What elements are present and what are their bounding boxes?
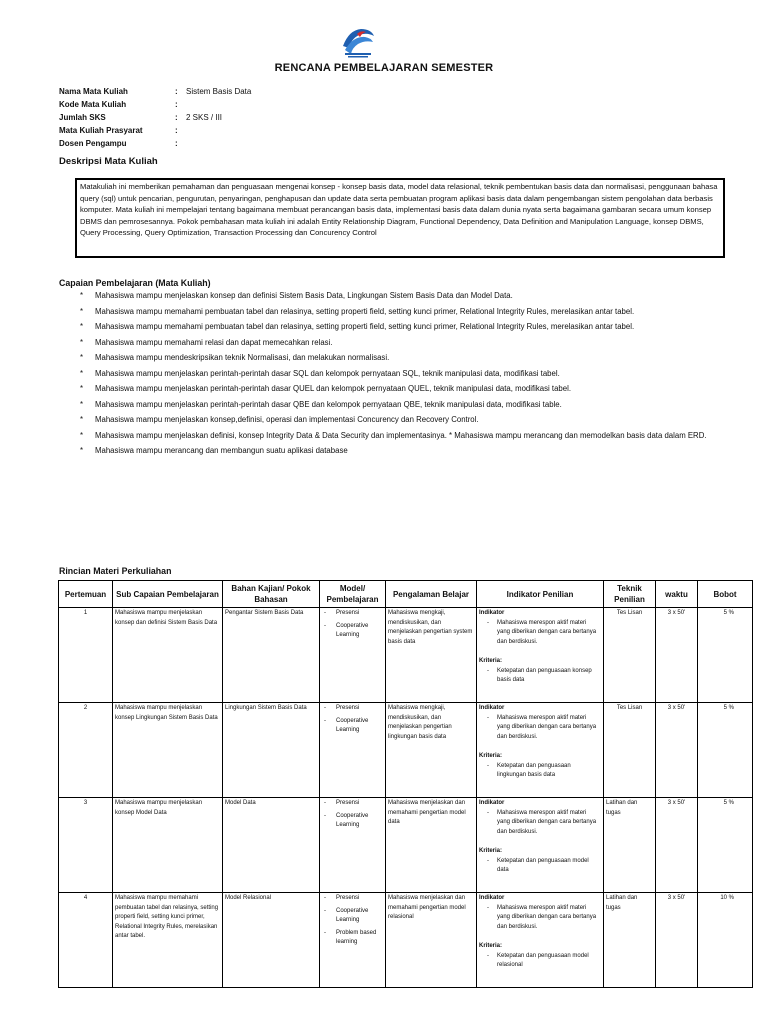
cell-teknik: Tes Lisan: [604, 608, 656, 703]
cell-waktu: 3 x 50': [656, 893, 698, 988]
cell-teknik: Tes Lisan: [604, 703, 656, 798]
indikator-text: Mahasiswa merespon aktif materi yang diberikan dengan cara bertanya dan berdiskusi.: [497, 619, 597, 645]
list-item: [485, 619, 601, 648]
dash-icon: -: [324, 800, 326, 806]
list-item: [322, 717, 383, 736]
capaian-text: Mahasiswa mampu menjelaskan perintah-perintah dasar SQL dan kelompok pernyataan SQL, teknik manipulasi data, modifikasi tabel.: [95, 368, 560, 378]
cell-pertemuan: 2: [59, 703, 113, 798]
model-text: Cooperative Learning: [336, 717, 369, 733]
kriteria-label: Kriteria:: [479, 943, 503, 949]
cell-indikator: [477, 893, 604, 988]
dash-icon: -: [324, 907, 326, 914]
kriteria-list: [479, 762, 601, 781]
list-item: [485, 857, 601, 876]
cell-waktu: 3 x 50': [656, 608, 698, 703]
cell-indikator: [477, 608, 604, 703]
kriteria-list: [479, 952, 601, 971]
list-item: [485, 904, 601, 933]
dash-icon: -: [487, 857, 489, 864]
model-text: Presensi: [336, 800, 360, 806]
cell-teknik: Latihan dan tugas: [604, 798, 656, 893]
header-sub-capaian: Sub Capaian Pembelajaran: [113, 581, 223, 608]
info-colon: :: [175, 87, 178, 96]
indikator-label: Indikator: [479, 610, 505, 616]
capaian-text: Mahasiswa mampu memahami pembuatan tabel dan relasinya, setting properti field, setting kunci primer, Relational Integrity Rules, merelasikan antar tabel.: [95, 322, 635, 331]
list-item: [485, 809, 601, 838]
capaian-text: Mahasiswa mampu menjelaskan konsep,definisi, operasi dan implementasi Concurency dan Recovery Control.: [95, 415, 479, 424]
table-row: [59, 893, 753, 988]
capaian-text: Mahasiswa mampu merancang dan membangun suatu aplikasi database: [95, 446, 348, 455]
indikator-label: Indikator: [479, 705, 505, 711]
model-text: Cooperative Learning: [336, 622, 369, 638]
header-model: Model/ Pembelajaran: [320, 581, 386, 608]
list-item: [80, 368, 730, 380]
info-colon: :: [175, 139, 178, 148]
dash-icon: -: [324, 717, 326, 724]
info-label: Kode Mata Kuliah: [59, 100, 127, 109]
cell-model: [320, 798, 386, 893]
rincian-table: [58, 580, 753, 988]
capaian-text: Mahasiswa mampu menjelaskan definisi, konsep Integrity Data & Data Security dan implementasinya. * Mahasiswa mampu merancang dan memodelkan basis data dalam ERD.: [95, 430, 707, 440]
cell-bahan: Lingkungan Sistem Basis Data: [223, 703, 320, 798]
cell-pertemuan: 3: [59, 798, 113, 893]
list-item: [80, 414, 730, 426]
university-logo: [339, 26, 377, 60]
list-item: [322, 622, 383, 641]
indikator-text: Mahasiswa merespon aktif materi yang diberikan dengan cara bertanya dan berdiskusi.: [497, 714, 597, 740]
info-value: Sistem Basis Data: [186, 87, 252, 96]
bullet-icon: *: [80, 337, 84, 347]
dash-icon: -: [487, 952, 489, 959]
dash-icon: -: [487, 809, 489, 816]
bullet-icon: *: [80, 384, 84, 393]
table-row: [59, 798, 753, 893]
cell-indikator: [477, 703, 604, 798]
model-text: Presensi: [336, 610, 360, 616]
cell-pertemuan: 1: [59, 608, 113, 703]
model-list: [322, 704, 383, 736]
bullet-icon: *: [80, 415, 84, 424]
list-item: [322, 907, 383, 926]
dash-icon: -: [487, 904, 489, 911]
list-item: [322, 929, 383, 948]
indikator-label: Indikator: [479, 895, 505, 901]
model-text: Problem based learning: [336, 929, 377, 945]
header-teknik: Teknik Penilian: [604, 581, 656, 608]
kriteria-list: [479, 667, 601, 686]
list-item: [322, 704, 383, 714]
list-item: [80, 321, 730, 333]
kriteria-label: Kriteria:: [479, 658, 503, 664]
table-header-row: [59, 581, 753, 608]
bullet-icon: *: [80, 446, 84, 455]
list-item: [322, 894, 383, 904]
info-row-dosen: [59, 137, 251, 150]
list-item: [80, 383, 730, 395]
capaian-heading: Capaian Pembelajaran (Mata Kuliah): [59, 278, 211, 288]
capaian-text: Mahasiswa mampu memahami relasi dan dapat memecahkan relasi.: [95, 337, 333, 347]
indikator-list: [479, 904, 601, 933]
capaian-text: Mahasiswa mampu memahami pembuatan tabel dan relasinya, setting properti field, setting kunci primer, Relational Integrity Rules, merelasikan antar tabel.: [95, 306, 635, 316]
indikator-text: Mahasiswa merespon aktif materi yang diberikan dengan cara bertanya dan berdiskusi.: [497, 904, 597, 930]
list-item: [485, 952, 601, 971]
kriteria-text: Ketepatan dan penguasaan konsep basis data: [497, 667, 592, 683]
indikator-label: Indikator: [479, 800, 505, 806]
info-label: Nama Mata Kuliah: [59, 87, 128, 96]
info-row-kode: [59, 98, 251, 111]
dash-icon: -: [324, 812, 326, 819]
cell-pertemuan: 4: [59, 893, 113, 988]
list-item: [80, 399, 730, 411]
capaian-text: Mahasiswa mampu menjelaskan perintah-perintah dasar QBE dan kelompok pernyataan QBE, teknik manipulasi data, modifikasi table.: [95, 399, 562, 409]
bullet-icon: *: [80, 430, 84, 440]
info-label: Mata Kuliah Prasyarat: [59, 126, 143, 135]
header-bobot: Bobot: [698, 581, 753, 608]
cell-waktu: 3 x 50': [656, 703, 698, 798]
indikator-text: Mahasiswa merespon aktif materi yang diberikan dengan cara bertanya dan berdiskusi.: [497, 809, 597, 835]
dash-icon: -: [324, 929, 326, 936]
indikator-list: [479, 809, 601, 838]
cell-pengalaman: Mahasiswa menjelaskan dan memahami pengertian model data: [386, 798, 477, 893]
cell-bahan: Pengantar Sistem Basis Data: [223, 608, 320, 703]
table-row: [59, 703, 753, 798]
cell-sub-capaian: Mahasiswa mampu menjelaskan konsep Model Data: [113, 798, 223, 893]
info-colon: :: [175, 126, 178, 135]
cell-sub-capaian: Mahasiswa mampu menjelaskan konsep Lingkungan Sistem Basis Data: [113, 703, 223, 798]
model-list: [322, 799, 383, 831]
capaian-text: Mahasiswa mampu menjelaskan perintah-perintah dasar QUEL dan kelompok pernyataan QUEL, teknik manipulasi data, modifikasi tabel.: [95, 384, 572, 393]
kriteria-text: Ketepatan dan penguasaan model relasional: [497, 952, 589, 968]
model-text: Presensi: [336, 895, 360, 901]
model-list: [322, 609, 383, 641]
bullet-icon: *: [80, 353, 84, 362]
header-bahan: Bahan Kajian/ Pokok Bahasan: [223, 581, 320, 608]
cell-sub-capaian: Mahasiswa mampu menjelaskan konsep dan definisi Sistem Basis Data: [113, 608, 223, 703]
cell-bobot: 5 %: [698, 608, 753, 703]
header-indikator: Indikator Penilian: [477, 581, 604, 608]
list-item: [485, 762, 601, 781]
model-text: Cooperative Learning: [336, 812, 369, 828]
list-item: [80, 306, 730, 318]
cell-bobot: 5 %: [698, 798, 753, 893]
info-value: 2 SKS / III: [186, 113, 223, 122]
list-item: [322, 812, 383, 831]
cell-pengalaman: Mahasiswa mengkaji, mendiskusikan, dan menjelaskan pengertian lingkungan basis data: [386, 703, 477, 798]
cell-pengalaman: Mahasiswa mengkaji, mendiskusikan, dan menjelaskan pengertian system basis data: [386, 608, 477, 703]
capaian-text: Mahasiswa mampu menjelaskan konsep dan definisi Sistem Basis Data, Lingkungan Sistem Basis Data dan Model Data.: [95, 291, 513, 300]
description-heading: Deskripsi Mata Kuliah: [59, 156, 158, 167]
kriteria-label: Kriteria:: [479, 848, 503, 854]
info-colon: :: [175, 100, 178, 109]
cell-bahan: Model Relasional: [223, 893, 320, 988]
bullet-icon: *: [80, 368, 84, 378]
indikator-list: [479, 714, 601, 743]
cell-indikator: [477, 798, 604, 893]
bullet-icon: *: [80, 399, 84, 409]
cell-model: [320, 608, 386, 703]
dash-icon: -: [487, 714, 489, 721]
list-item: [80, 337, 730, 349]
header-pengalaman: Pengalaman Belajar: [386, 581, 477, 608]
cell-model: [320, 703, 386, 798]
list-item: [80, 445, 730, 457]
kriteria-list: [479, 857, 601, 876]
cell-pengalaman: Mahasiswa menjelaskan dan memahami pengertian model relasional: [386, 893, 477, 988]
cell-bobot: 5 %: [698, 703, 753, 798]
bullet-icon: *: [80, 291, 84, 300]
header-pertemuan: Pertemuan: [59, 581, 113, 608]
list-item: [485, 667, 601, 686]
bullet-icon: *: [80, 306, 84, 316]
model-text: Cooperative Learning: [336, 907, 369, 923]
model-text: Presensi: [336, 705, 360, 711]
list-item: [485, 714, 601, 743]
table-row: [59, 608, 753, 703]
document-title: RENCANA PEMBELAJARAN SEMESTER: [274, 62, 494, 74]
header-waktu: waktu: [656, 581, 698, 608]
list-item: [80, 430, 730, 442]
info-row-prasyarat: [59, 124, 251, 137]
indikator-list: [479, 619, 601, 648]
cell-waktu: 3 x 50': [656, 798, 698, 893]
dash-icon: -: [487, 667, 489, 674]
list-item: [322, 609, 383, 619]
kriteria-text: Ketepatan dan penguasaan lingkungan basis data: [497, 762, 571, 778]
kriteria-text: Ketepatan dan penguasaan model data: [497, 857, 589, 873]
info-row-sks: [59, 111, 251, 124]
dash-icon: -: [324, 622, 326, 629]
info-row-nama: [59, 85, 251, 98]
cell-model: [320, 893, 386, 988]
bullet-icon: *: [80, 322, 84, 331]
capaian-list: [80, 290, 730, 461]
model-list: [322, 894, 383, 948]
dash-icon: -: [324, 895, 326, 901]
cell-bobot: 10 %: [698, 893, 753, 988]
rincian-heading: Rincian Materi Perkuliahan: [59, 566, 172, 576]
cell-teknik: Latihan dan tugas: [604, 893, 656, 988]
dash-icon: -: [324, 705, 326, 711]
list-item: [80, 352, 730, 364]
info-colon: :: [175, 113, 178, 122]
kriteria-label: Kriteria:: [479, 753, 503, 759]
course-info: [59, 85, 251, 150]
description-box: Matakuliah ini memberikan pemahaman dan penguasaan mengenai konsep - konsep basis data, model data relasional, teknik pembentukan basis data dan normalisasi, penggunaan bahasa query (sql) untuk pencarian, pengurutan, penyaringan, penghapusan dan update data serta pembuatan program aplikasi basis data dalam pengembangan sistem pengolahan data berbasis komputer. Mata kuliah ini mempelajari tentang bagaimana membuat perancangan basis data, implementasi basis data dalam dunia nyata serta bagaimana gambaran secara umum konsep DBMS dan pemrosesannya. Pokok pembahasan mata kuliah ini adalah Entity Relationship Diagram, Functional Dependency, Data Definition and Manipulation Language, konsep DBMS, Query Processing, Query Optimization, Transaction Processing dan Concurency Control: [75, 178, 725, 258]
info-label: Jumlah SKS: [59, 113, 106, 122]
dash-icon: -: [324, 610, 326, 616]
list-item: [322, 799, 383, 809]
list-item: [80, 290, 730, 302]
cell-bahan: Model Data: [223, 798, 320, 893]
dash-icon: -: [487, 619, 489, 626]
cell-sub-capaian: Mahasiswa mampu memahami pembuatan tabel dan relasinya, setting properti field, setting kunci primer, Relational Integrity Rules, merelasikan antar tabel.: [113, 893, 223, 988]
info-label: Dosen Pengampu: [59, 139, 127, 148]
dash-icon: -: [487, 762, 489, 769]
capaian-text: Mahasiswa mampu mendeskripsikan teknik Normalisasi, dan melakukan normalisasi.: [95, 353, 390, 362]
